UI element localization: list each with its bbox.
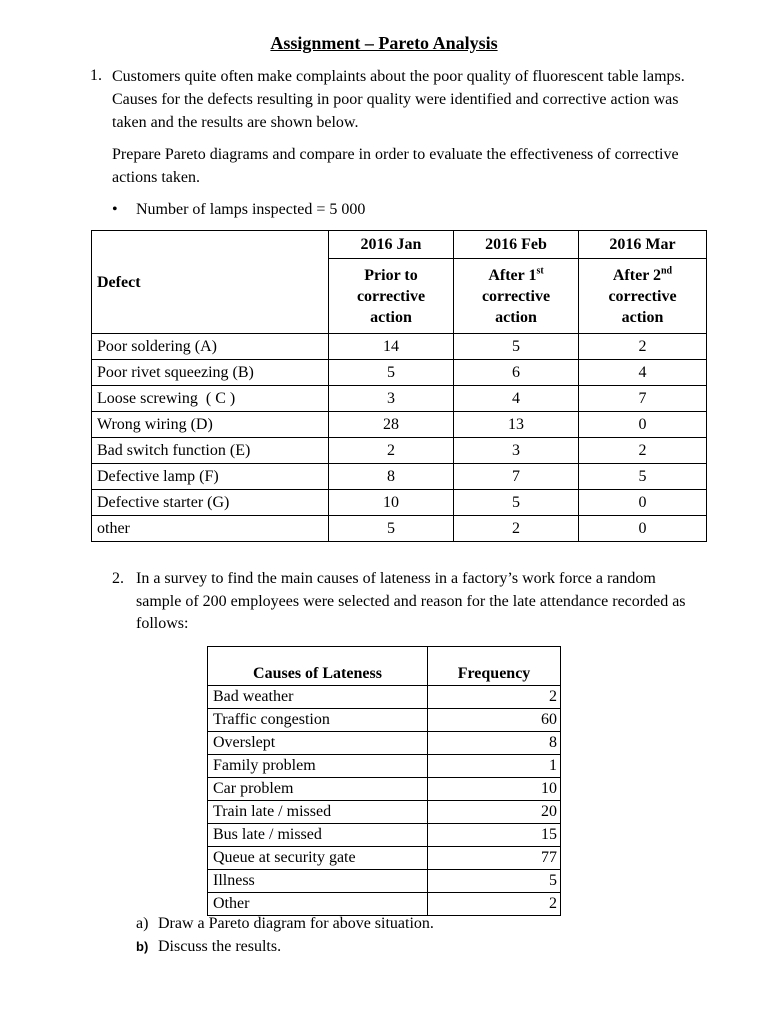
table-row bbox=[92, 438, 707, 464]
defect-cell: other bbox=[92, 516, 329, 542]
action-header-line: action bbox=[495, 308, 537, 326]
cause-cell: Illness bbox=[208, 870, 428, 893]
count-cell: 5 bbox=[579, 464, 707, 490]
table-row bbox=[208, 847, 561, 870]
defect-cell: Defective starter (G) bbox=[92, 490, 329, 516]
count-cell: 28 bbox=[329, 412, 454, 438]
count-cell: 3 bbox=[329, 386, 454, 412]
table-row bbox=[208, 755, 561, 778]
count-cell: 2 bbox=[579, 438, 707, 464]
table-row bbox=[92, 516, 707, 542]
count-cell: 0 bbox=[579, 516, 707, 542]
defects-table bbox=[91, 230, 707, 542]
table-row bbox=[92, 464, 707, 490]
action-header-line: action bbox=[370, 308, 412, 326]
action-header-superscript: st bbox=[536, 265, 544, 277]
defect-cell: Poor rivet squeezing (B) bbox=[92, 360, 329, 386]
frequency-cell: 60 bbox=[428, 709, 561, 732]
month-header: 2016 Jan bbox=[329, 231, 454, 259]
table-row bbox=[208, 732, 561, 755]
cause-cell: Family problem bbox=[208, 755, 428, 778]
question-1-text: Customers quite often make complaints about the poor quality of fluorescent table lamps. Causes for the defects resulting in poor quality were identified and corrective action was taken and the results are shown below. bbox=[112, 68, 685, 131]
frequency-cell: 1 bbox=[428, 755, 561, 778]
count-cell: 5 bbox=[329, 360, 454, 386]
count-cell: 4 bbox=[579, 360, 707, 386]
part-b-label: b) bbox=[136, 939, 149, 954]
frequency-cell: 2 bbox=[428, 893, 561, 916]
action-header bbox=[579, 259, 707, 334]
causes-column-header: Causes of Lateness bbox=[208, 647, 428, 686]
count-cell: 5 bbox=[454, 334, 579, 360]
cause-cell: Queue at security gate bbox=[208, 847, 428, 870]
action-header-superscript: nd bbox=[661, 265, 673, 277]
part-a-label: a) bbox=[136, 915, 149, 932]
frequency-cell: 10 bbox=[428, 778, 561, 801]
defect-cell: Poor soldering (A) bbox=[92, 334, 329, 360]
table-row bbox=[92, 490, 707, 516]
action-header-line: corrective bbox=[608, 287, 677, 305]
count-cell: 2 bbox=[454, 516, 579, 542]
action-header-line: corrective bbox=[356, 287, 426, 305]
count-cell: 13 bbox=[454, 412, 579, 438]
cause-cell: Bad weather bbox=[208, 686, 428, 709]
action-header-line: corrective bbox=[481, 287, 551, 305]
defect-cell: Loose screwing ( C ) bbox=[92, 386, 329, 412]
cause-cell: Overslept bbox=[208, 732, 428, 755]
part-b-text: Discuss the results. bbox=[158, 938, 282, 955]
action-header-line: After 2 bbox=[612, 266, 661, 284]
table-row bbox=[208, 870, 561, 893]
count-cell: 0 bbox=[579, 412, 707, 438]
table-row bbox=[208, 709, 561, 732]
question-2-part-b bbox=[136, 936, 281, 958]
question-1-number: 1. bbox=[90, 67, 102, 84]
table-row bbox=[92, 334, 707, 360]
count-cell: 2 bbox=[329, 438, 454, 464]
frequency-column-header: Frequency bbox=[428, 647, 561, 686]
cause-cell: Traffic congestion bbox=[208, 709, 428, 732]
cause-cell: Car problem bbox=[208, 778, 428, 801]
page-title: Assignment – Pareto Analysis bbox=[270, 33, 498, 53]
action-header-line: action bbox=[621, 308, 664, 326]
bullet-icon: • bbox=[112, 201, 118, 218]
table-row bbox=[208, 801, 561, 824]
frequency-cell: 15 bbox=[428, 824, 561, 847]
lateness-table-header-row bbox=[208, 647, 561, 686]
count-cell: 7 bbox=[454, 464, 579, 490]
count-cell: 6 bbox=[454, 360, 579, 386]
cause-cell: Bus late / missed bbox=[208, 824, 428, 847]
lamps-inspected-note: Number of lamps inspected = 5 000 bbox=[136, 201, 366, 218]
question-1-instruction: Prepare Pareto diagrams and compare in order to evaluate the effectiveness of corrective actions taken. bbox=[112, 146, 679, 186]
table-row bbox=[92, 412, 707, 438]
count-cell: 5 bbox=[329, 516, 454, 542]
frequency-cell: 20 bbox=[428, 801, 561, 824]
defect-cell: Bad switch function (E) bbox=[92, 438, 329, 464]
count-cell: 3 bbox=[454, 438, 579, 464]
frequency-cell: 2 bbox=[428, 686, 561, 709]
question-2-text: In a survey to find the main causes of lateness in a factory’s work force a random sample of 200 employees were selected and reason for the late attendance recorded as follows: bbox=[136, 570, 686, 632]
action-header-line: Prior to bbox=[364, 266, 418, 284]
frequency-cell: 8 bbox=[428, 732, 561, 755]
question-2-part-a bbox=[136, 913, 434, 935]
frequency-cell: 5 bbox=[428, 870, 561, 893]
month-header: 2016 Feb bbox=[454, 231, 579, 259]
count-cell: 8 bbox=[329, 464, 454, 490]
count-cell: 4 bbox=[454, 386, 579, 412]
count-cell: 0 bbox=[579, 490, 707, 516]
frequency-cell: 77 bbox=[428, 847, 561, 870]
table-row bbox=[92, 386, 707, 412]
count-cell: 10 bbox=[329, 490, 454, 516]
count-cell: 2 bbox=[579, 334, 707, 360]
action-header bbox=[454, 259, 579, 334]
part-a-text: Draw a Pareto diagram for above situation. bbox=[158, 915, 434, 932]
table-row bbox=[92, 360, 707, 386]
lateness-table bbox=[207, 646, 561, 916]
defect-cell: Defective lamp (F) bbox=[92, 464, 329, 490]
month-header: 2016 Mar bbox=[579, 231, 707, 259]
action-header-line: After 1 bbox=[488, 266, 537, 284]
defects-table-header-row bbox=[92, 231, 707, 259]
count-cell: 7 bbox=[579, 386, 707, 412]
defect-column-header: Defect bbox=[92, 231, 329, 334]
table-row bbox=[208, 778, 561, 801]
cause-cell: Train late / missed bbox=[208, 801, 428, 824]
cause-cell: Other bbox=[208, 893, 428, 916]
table-row bbox=[208, 824, 561, 847]
table-row bbox=[208, 686, 561, 709]
question-2-number: 2. bbox=[112, 570, 124, 587]
defect-cell: Wrong wiring (D) bbox=[92, 412, 329, 438]
count-cell: 14 bbox=[329, 334, 454, 360]
action-header bbox=[329, 259, 454, 334]
count-cell: 5 bbox=[454, 490, 579, 516]
